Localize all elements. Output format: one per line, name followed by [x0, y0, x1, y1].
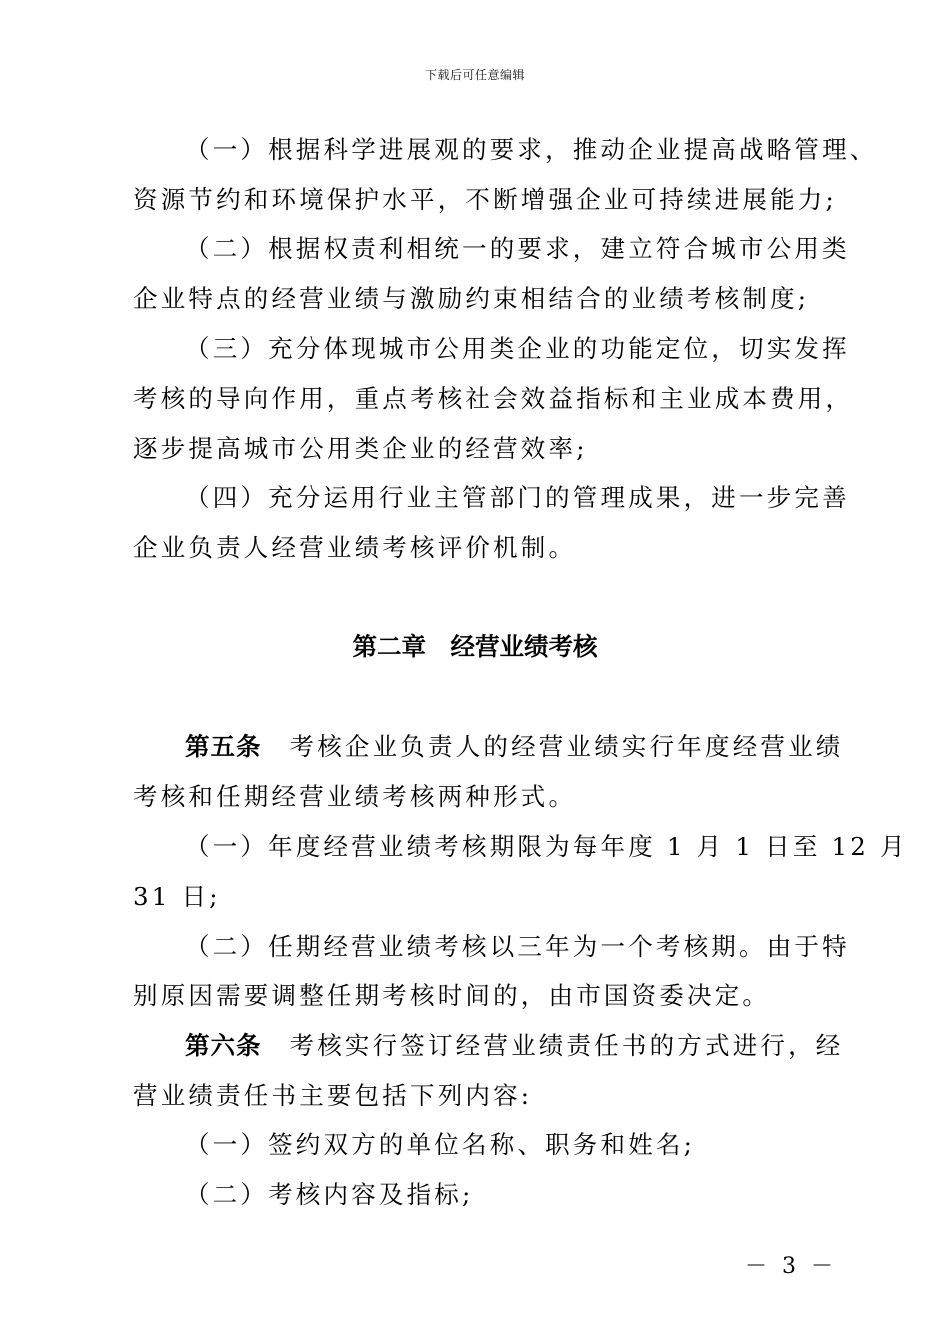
article6-text-line1: 考核实行签订经营业绩责任书的方式进行，经: [289, 1031, 844, 1060]
article5-item2-line1: （二）任期经营业绩考核以三年为一个考核期。由于特: [185, 932, 850, 961]
article4-item4-line1: （四）充分运用行业主管部门的管理成果，进一步完善: [185, 483, 850, 512]
article4-item1-line2: 资源节约和环境保护水平，不断增强企业可持续进展能力;: [133, 185, 837, 214]
article4-item3-line1: （三）充分体现城市公用类企业的功能定位，切实发挥: [185, 334, 850, 363]
article4-item2-line1: （二）根据权责利相统一的要求，建立符合城市公用类: [185, 234, 850, 263]
article6-label: 第六条: [185, 1031, 262, 1060]
article4-item3-line2: 考核的导向作用，重点考核社会效益指标和主业成本费用，: [133, 384, 854, 413]
page-number: － 3 －: [745, 1254, 837, 1279]
article5-label: 第五条: [185, 732, 262, 761]
article4-item2-line2: 企业特点的经营业绩与激励约束相结合的业绩考核制度;: [133, 284, 810, 313]
chapter-title: 第二章 经营业绩考核: [352, 632, 598, 661]
article6-line2: 营业绩责任书主要包括下列内容:: [133, 1081, 533, 1110]
article5-line1: [185, 732, 844, 761]
article5-text-line1: 考核企业负责人的经营业绩实行年度经营业绩: [289, 732, 844, 761]
article4-item3-line3: 逐步提高城市公用类企业的经营效率;: [133, 434, 588, 463]
article5-item2-line2: 别原因需要调整任期考核时间的，由市国资委决定。: [133, 981, 771, 1010]
article5-item1-line2: 31 日;: [133, 882, 221, 911]
article5-line2: 考核和任期经营业绩考核两种形式。: [133, 782, 577, 811]
article4-item4-line2: 企业负责人经营业绩考核评价机制。: [133, 533, 577, 562]
header-note: 下载后可任意编辑: [424, 68, 525, 82]
article6-item1: （一）签约双方的单位名称、职务和姓名;: [185, 1130, 696, 1159]
article6-item2: （二）考核内容及指标;: [185, 1180, 474, 1209]
article5-item1-line1: （一）年度经营业绩考核期限为每年度 1 月 1 日至 12 月: [185, 832, 908, 861]
article4-item1-line1: （一）根据科学进展观的要求，推动企业提高战略管理、: [185, 135, 878, 164]
article6-line1: [185, 1031, 844, 1060]
